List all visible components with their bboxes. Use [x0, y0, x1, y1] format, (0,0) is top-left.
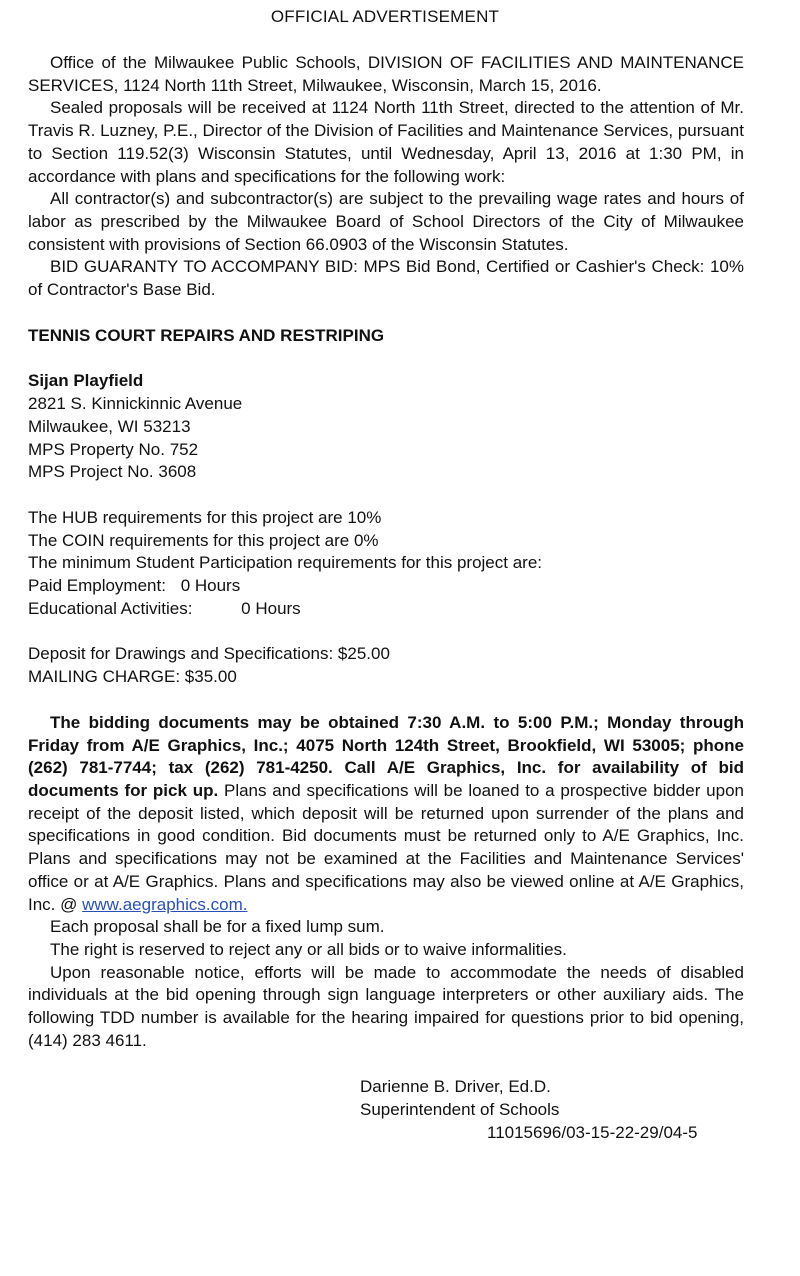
intro-proposals-paragraph: Sealed proposals will be received at 1124 North 11th Street, directed to the attention of Mr. Travis R. Luzney, P.E., Director of the Division of Facilities and Maintenance Services, pursuant to Section 119.52(3) Wisconsin Statutes, until Wednesday, April 13, 2016 at 1:30 PM, in accordance with plans and specifications for the following work:: [28, 98, 744, 186]
mailing-charge: MAILING CHARGE: $35.00: [28, 667, 237, 687]
document-title: OFFICIAL ADVERTISEMENT: [270, 7, 500, 26]
site-address-line: 2821 S. Kinnickinnic Avenue: [28, 394, 243, 414]
intro-office-paragraph: Office of the Milwaukee Public Schools, DIVISION OF FACILITIES AND MAINTENANCE SERVICES, 1124 North 11th Street, Milwaukee, Wisconsin, March 15, 2016.: [28, 53, 744, 95]
property-number: MPS Property No. 752: [28, 439, 199, 459]
paid-employment-row: [28, 575, 800, 598]
coin-requirement: The COIN requirements for this project are 0%: [28, 530, 379, 550]
project-number: MPS Project No. 3608: [28, 462, 197, 482]
spacer: [0, 302, 800, 325]
lump-sum-paragraph: Each proposal shall be for a fixed lump sum.: [50, 917, 385, 937]
intro-guaranty-paragraph: BID GUARANTY TO ACCOMPANY BID: MPS Bid Bond, Certified or Cashier's Check: 10% of Contractor's Base Bid.: [28, 257, 744, 300]
spacer: [0, 620, 800, 643]
project-heading: TENNIS COURT REPAIRS AND RESTRIPING: [28, 325, 385, 345]
spacer: [0, 347, 800, 370]
bidding-documents-pickup-info: The bidding documents may be obtained 7:30 A.M. to 5:00 P.M.; Monday through Friday from A/E Graphics, Inc.; 4075 North 124th Street, Brookfield, WI 53005; phone (262) 781-7744; tax (262) 781-4250. Call A/E Graphics, Inc. for availability of bid documents for pick up.: [28, 712, 744, 800]
deposit-fee: Deposit for Drawings and Specifications: $25.00: [28, 644, 390, 664]
aegraphics-website-link[interactable]: www.aegraphics.com.: [82, 894, 248, 914]
paid-employment-value: 0 Hours: [180, 576, 241, 596]
site-city-line: Milwaukee, WI 53213: [28, 416, 191, 436]
paid-employment-label: Paid Employment:: [28, 576, 166, 596]
bidding-documents-paragraph: [28, 712, 744, 916]
spacer: [0, 484, 800, 507]
educational-activities-value: 0 Hours: [241, 598, 301, 618]
hub-requirement: The HUB requirements for this project are 10%: [28, 507, 382, 527]
signatory-title: Superintendent of Schools: [360, 1100, 560, 1120]
right-reserved-paragraph: The right is reserved to reject any or all bids or to waive informalities.: [50, 939, 567, 959]
site-name: Sijan Playfield: [28, 371, 144, 391]
signatory-name: Darienne B. Driver, Ed.D.: [360, 1077, 551, 1097]
publication-reference: 11015696/03-15-22-29/04-5: [487, 1122, 698, 1142]
spacer: [0, 689, 800, 712]
signature-block: [360, 1076, 800, 1144]
student-participation-requirement: The minimum Student Participation requirements for this project are:: [28, 553, 543, 573]
intro-wages-paragraph: All contractor(s) and subcontractor(s) are subject to the prevailing wage rates and hours of labor as prescribed by the Milwaukee Board of School Directors of the City of Milwaukee consistent with provisions of Section 66.0903 of the Wisconsin Statutes.: [28, 189, 744, 254]
educational-activities-label: Educational Activities:: [28, 598, 193, 618]
bidding-documents-loan-terms: Plans and specifications will be loaned to a prospective bidder upon receipt of the deposit listed, which deposit will be returned upon surrender of the plans and specifications in good condition. Bid documents must be returned only to A/E Graphics, Inc. Plans and specifications may not be examined at the Facilities and Maintenance Services' office or at A/E Graphics. Plans and specifications may also be viewed online at A/E Graphics, Inc. @: [28, 780, 744, 914]
educational-activities-row: [28, 598, 800, 621]
accommodation-paragraph: Upon reasonable notice, efforts will be made to accommodate the needs of disabled individuals at the bid opening through sign language interpreters or other auxiliary aids. The following TDD number is available for the hearing impaired for questions prior to bid opening, (414) 283 4611.: [28, 962, 744, 1050]
